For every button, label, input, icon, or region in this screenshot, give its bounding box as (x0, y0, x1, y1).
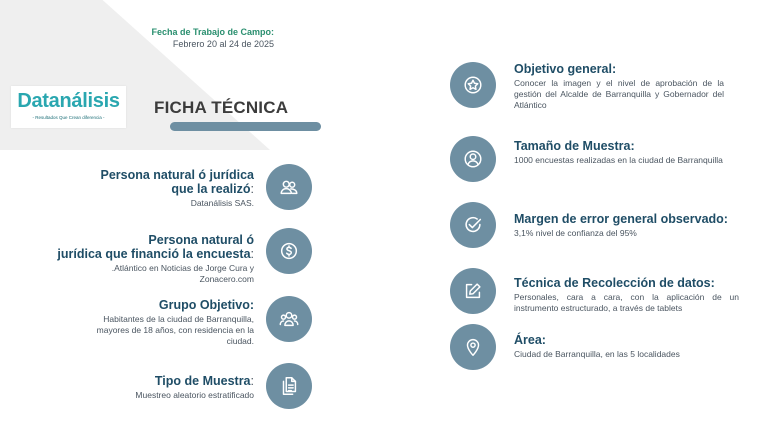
item-grupo-heading: Grupo Objetivo: (158, 298, 254, 312)
item-grupo-objetivo (97, 298, 254, 347)
area-text: Ciudad de Barranquilla, en las 5 localidades (514, 349, 680, 359)
tecnica-text: Personales, cara a cara, con la aplicación de un instrumento estructurado, a través de tablets (514, 292, 739, 313)
item-margen-error (514, 212, 739, 239)
item-grupo-text-3: ciudad. (226, 336, 254, 346)
item-financio-text-1: .Atlántico en Noticias de Jorge Cura y (111, 263, 254, 273)
item-realizo-text: Datanálisis SAS. (190, 198, 254, 208)
star-badge-icon (450, 62, 496, 108)
company-logo (11, 86, 126, 128)
documents-icon (266, 363, 312, 409)
item-grupo-text-1: Habitantes de la ciudad de Barranquilla, (103, 314, 254, 324)
fieldwork-label: Fecha de Trabajo de Campo (151, 27, 271, 37)
item-financio: Persona natural ó jurídica que financió la encuesta: .Atlántico en Noticias de Jorge Cura y Zonacero.com (57, 233, 254, 284)
person-icon (450, 136, 496, 182)
logo-tagline: - Resultados Que Crean diferencia - (32, 115, 105, 120)
tamano-text: 1000 encuestas realizadas en la ciudad de Barranquilla (514, 155, 723, 165)
objetivo-text: Conocer la imagen y el nivel de aprobación de la gestión del Alcalde de Barranquilla y Gobernador del Atlántico (514, 78, 724, 110)
item-financio-text-2: Zonacero.com (199, 274, 254, 284)
page-title: FICHA TÉCNICA (154, 98, 289, 117)
margen-text: 3,1% nivel de confianza del 95% (514, 228, 637, 238)
title-underline-bar (170, 122, 321, 131)
tecnica-heading: Técnica de Recolección de datos: (514, 276, 715, 290)
item-realizo-heading-2: que la realizó (171, 182, 251, 196)
item-realizo-heading-1: Persona natural ó jurídica (100, 168, 254, 182)
check-icon (450, 202, 496, 248)
item-tamano-muestra (514, 139, 724, 166)
item-tipo-heading: Tipo de Muestra (154, 374, 251, 388)
people-icon (266, 164, 312, 210)
tamano-heading: Tamaño de Muestra: (514, 139, 635, 153)
item-realizo: Persona natural ó jurídica que la realizó: Datanálisis SAS. (100, 168, 254, 208)
item-financio-heading-1: Persona natural ó (148, 233, 254, 247)
item-objetivo-general (514, 62, 724, 111)
item-tipo-text: Muestreo aleatorio estratificado (135, 390, 254, 400)
item-tecnica-recoleccion (514, 276, 739, 314)
logo-name: Datanálisis (17, 90, 120, 112)
fieldwork-value: Febrero 20 al 24 de 2025 (172, 39, 274, 49)
location-pin-icon (450, 324, 496, 370)
item-grupo-text-2: mayores de 18 años, con residencia en la (96, 325, 254, 335)
item-financio-heading-2: jurídica que financió la encuesta (57, 247, 251, 261)
edit-icon (450, 268, 496, 314)
fieldwork-dates: Fecha de Trabajo de Campo: Febrero 20 al 24 de 2025 (120, 26, 274, 50)
coin-icon (266, 228, 312, 274)
item-area (514, 333, 724, 360)
item-tipo-muestra: Tipo de Muestra: Muestreo aleatorio estratificado (135, 374, 254, 400)
group-icon (266, 296, 312, 342)
area-heading: Área: (514, 333, 546, 347)
margen-heading: Margen de error general observado: (514, 212, 728, 226)
objetivo-heading: Objetivo general: (514, 62, 617, 76)
